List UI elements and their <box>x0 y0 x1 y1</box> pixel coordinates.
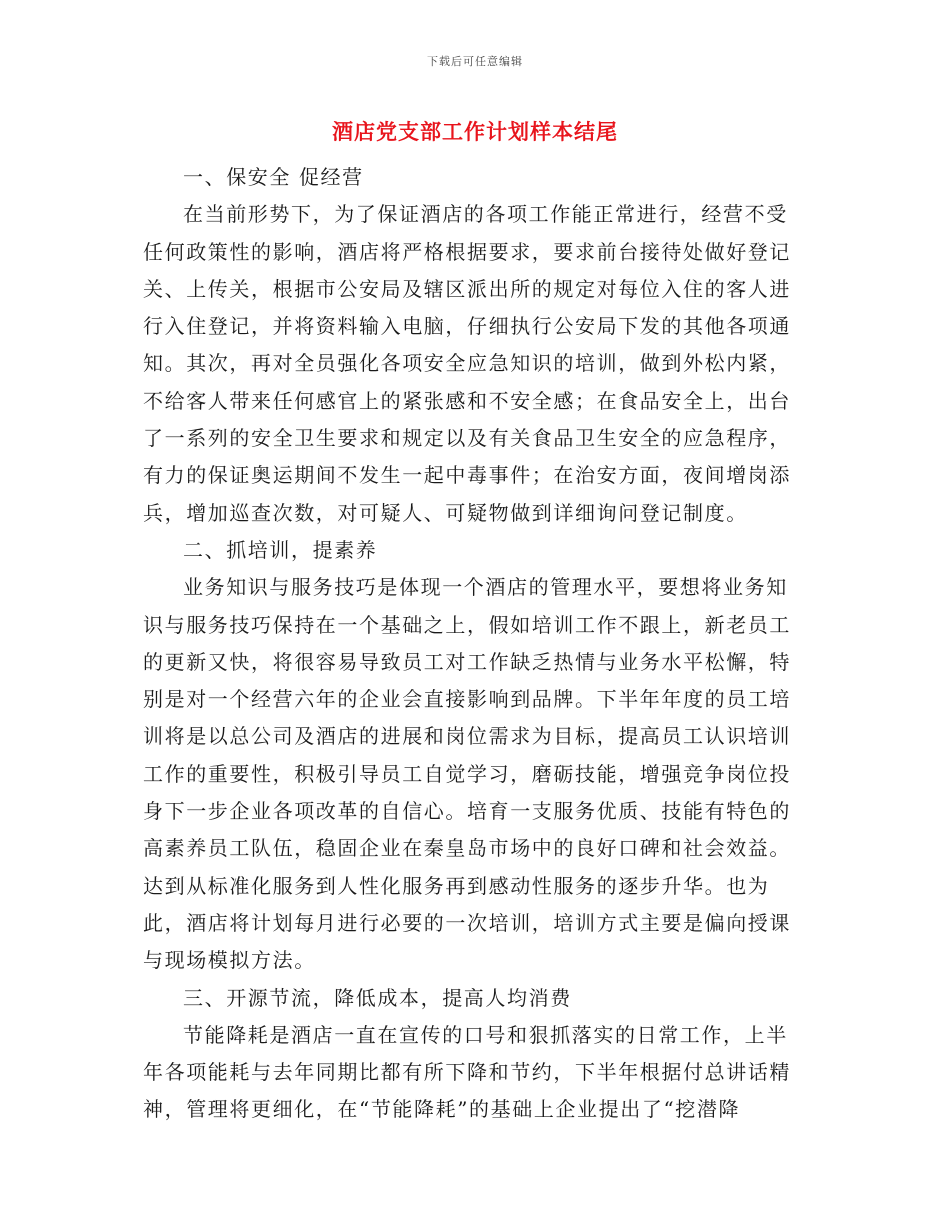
section-heading-2: 二、抓培训，提素养 <box>183 537 378 562</box>
paragraph-1: 在当前形势下，为了保证酒店的各项工作能正常进行，经营不受任何政策性的影响，酒店将严格根据要求，要求前台接待处做好登记关、上传关，根据市公安局及辖区派出所的规定对每位入住的客人进行入住登记，并将资料输入电脑，仔细执行公安局下发的其他各项通知。其次，再对全员强化各项安全应急知识的培训，做到外松内紧，不给客人带来任何感官上的紧张感和不安全感；在食品安全上，出台了一系列的安全卫生要求和规定以及有关食品卫生安全的应急程序，有力的保证奥运期间不发生一起中毒事件；在治安方面，夜间增岗添兵，增加巡查次数，对可疑人、可疑物做到详细询问登记制度。 <box>143 202 791 525</box>
page-header: 下载后可任意编辑 <box>427 55 523 68</box>
section-heading-1: 一、保安全 促经营 <box>183 165 364 189</box>
paragraph-3: 节能降耗是酒店一直在宣传的口号和狠抓落实的日常工作，上半年各项能耗与去年同期比都有所下降和节约，下半年根据付总讲话精神，管理将更细化，在“节能降耗”的基础上企业提出了“挖潜降 <box>143 1022 791 1122</box>
section-heading-3: 三、开源节流，降低成本，提高人均消费 <box>183 985 572 1010</box>
document-body <box>143 159 805 1129</box>
document-title: 酒店党支部工作计划样本结尾 <box>332 119 618 144</box>
paragraph-2: 业务知识与服务技巧是体现一个酒店的管理水平，要想将业务知识与服务技巧保持在一个基础之上，假如培训工作不跟上，新老员工的更新又快，将很容易导致员工对工作缺乏热情与业务水平松懈，特别是对一个经营六年的企业会直接影响到品牌。下半年年度的员工培训将是以总公司及酒店的进展和岗位需求为目标，提高员工认识培训工作的重要性，积极引导员工自觉学习，磨砺技能，增强竞争岗位投身下一步企业各项改革的自信心。培育一支服务优质、技能有特色的高素养员工队伍，稳固企业在秦皇岛市场中的良好口碑和社会效益。达到从标准化服务到人性化服务再到感动性服务的逐步升华。也为此，酒店将计划每月进行必要的一次培训，培训方式主要是偏向授课与现场模拟方法。 <box>143 575 791 973</box>
